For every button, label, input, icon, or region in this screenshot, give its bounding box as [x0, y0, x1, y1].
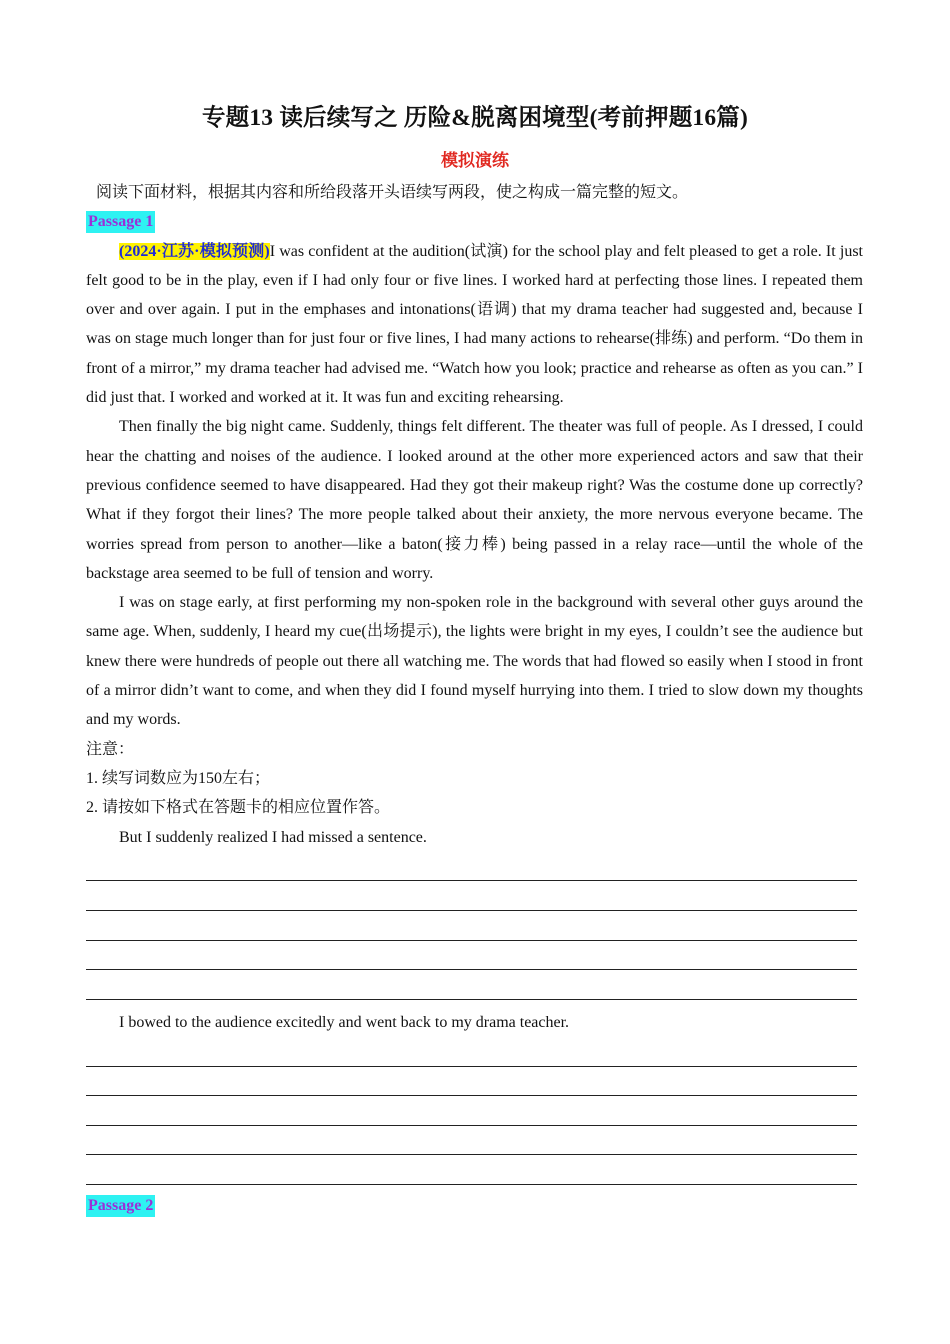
answer-line[interactable]	[86, 1155, 857, 1185]
answer-line[interactable]	[86, 941, 857, 971]
passage-1-heading	[86, 207, 863, 236]
answer-lines-1[interactable]	[86, 852, 863, 1000]
passage-1-label: Passage 1	[86, 211, 155, 233]
answer-line[interactable]	[86, 1096, 857, 1126]
passage-2-heading	[86, 1191, 863, 1220]
answer-lines-2[interactable]	[86, 1037, 863, 1185]
answer-line[interactable]	[86, 1126, 857, 1156]
answer-line[interactable]	[86, 852, 857, 882]
answer-line[interactable]	[86, 1067, 857, 1097]
answer-line[interactable]	[86, 881, 857, 911]
paragraph-2: Then finally the big night came. Suddenly, things felt different. The theater was full of people. As I dressed, I could hear the chatting and noises of the audience. I looked around at the other more experienced actors and saw that their previous confidence seemed to have disappeared. Had they got their makeup right? Was the costume done up correctly? What if they forgot their lines? The more people talked about their anxiety, the more nervous everyone became. The worries spread from person to another—like a baton(接力棒) being passed in a relay race—until the whole of the backstage area seemed to be full of tension and worry.	[86, 418, 863, 582]
section-subtitle: 模拟演练	[441, 151, 509, 170]
note-item-2: 2. 请按如下格式在答题卡的相应位置作答。	[86, 799, 391, 817]
instruction-text: 阅读下面材料，根据其内容和所给段落开头语续写两段，使之构成一篇完整的短文。	[96, 184, 689, 201]
continuation-lead-2: I bowed to the audience excitedly and went back to my drama teacher.	[119, 1013, 570, 1031]
answer-line[interactable]	[86, 970, 857, 1000]
answer-line[interactable]	[86, 1037, 857, 1067]
paragraph-1-text: I was confident at the audition(试演) for the school play and felt pleased to get a role. It just felt good to be in the play, even if I had only four or five lines. I worked hard at perfecting those lines. I repeated them over and over again. I put in the emphases and intonations(语调) that my drama teacher had suggested and, because I was on stage much longer than for just four or five lines, I had many actions to rehearse(排练) and perform. “Do them in front of a mirror,” my drama teacher had advised me. “Watch how you look; practice and rehearse as often as you can.” I did just that. I worked and worked at it. It was fun and exciting rehearsing.	[86, 242, 863, 407]
passage-2-label: Passage 2	[86, 1195, 155, 1217]
note-item-1: 1. 续写词数应为150左右；	[86, 769, 271, 787]
paragraph-1	[86, 237, 863, 413]
answer-line[interactable]	[86, 911, 857, 941]
document-body	[86, 178, 863, 1220]
paragraph-3: I was on stage early, at first performing my non-spoken role in the background with several other guys around the same age. When, suddenly, I heard my cue(出场提示), the lights were bright in my eyes, I couldn’t see the audience but knew there were hundreds of people out there all watching me. The words that had flowed so easily when I stood in front of a mirror didn’t want to come, and when they did I found myself hurrying into them. I tried to slow down my thoughts and my words.	[86, 594, 863, 729]
source-tag: (2024·江苏·模拟预测)	[119, 242, 270, 260]
page-title: 专题13 读后续写之 历险&脱离困境型(考前押题16篇)	[201, 105, 749, 131]
note-label: 注意：	[86, 740, 135, 758]
continuation-lead-1: But I suddenly realized I had missed a sentence.	[119, 828, 427, 846]
